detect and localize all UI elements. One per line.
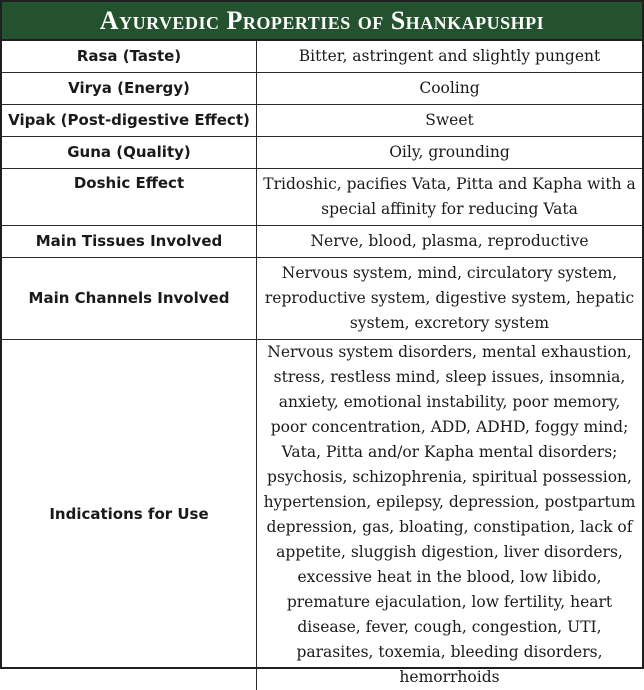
table-row (2, 339, 642, 690)
table-row (2, 104, 642, 136)
value-cell: Cooling (257, 72, 643, 104)
property-cell: Doshic Effect (2, 168, 257, 225)
property-cell: Vipak (Post-digestive Effect) (2, 104, 257, 136)
properties-table (2, 41, 642, 690)
value-cell: Sweet (257, 104, 643, 136)
value-cell: Nervous system, mind, circulatory system, reproductive system, digestive system, hepatic system, excretory system (257, 257, 643, 339)
table-row (2, 136, 642, 168)
table-row (2, 72, 642, 104)
value-cell: Nervous system disorders, mental exhaustion, stress, restless mind, sleep issues, insomnia, anxiety, emotional instability, poor memory, poor concentration, ADD, ADHD, foggy mind; Vata, Pitta and/or Kapha mental disorders; psychosis, schizophrenia, spiritual possession, hypertension, epilepsy, depression, postpartum depression, gas, bloating, constipation, lack of appetite, sluggish digestion, liver disorders, excessive heat in the blood, low libido, premature ejaculation, low fertility, heart disease, fever, cough, congestion, UTI, parasites, toxemia, bleeding disorders, hemorrhoids (257, 339, 643, 690)
table-row (2, 225, 642, 257)
property-cell: Main Channels Involved (2, 257, 257, 339)
value-cell: Oily, grounding (257, 136, 643, 168)
table-title: Ayurvedic Properties of Shankapushpi (2, 2, 642, 41)
property-cell: Main Tissues Involved (2, 225, 257, 257)
value-cell: Bitter, astringent and slightly pungent (257, 41, 643, 72)
property-cell: Indications for Use (2, 339, 257, 690)
property-cell: Guna (Quality) (2, 136, 257, 168)
property-cell: Rasa (Taste) (2, 41, 257, 72)
value-cell: Nerve, blood, plasma, reproductive (257, 225, 643, 257)
value-cell: Tridoshic, pacifies Vata, Pitta and Kapha with a special affinity for reducing Vata (257, 168, 643, 225)
table-row (2, 41, 642, 72)
table-row (2, 257, 642, 339)
table-row (2, 168, 642, 225)
property-cell: Virya (Energy) (2, 72, 257, 104)
